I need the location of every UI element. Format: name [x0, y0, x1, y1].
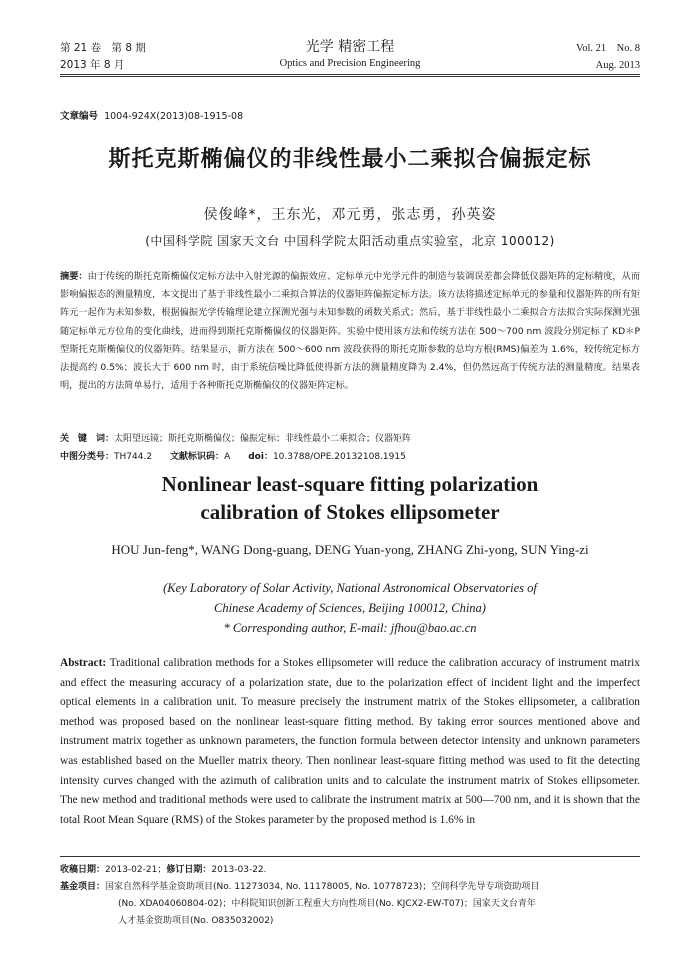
- header-volume-en: [576, 40, 640, 74]
- title-cn: 斯托克斯椭偏仪的非线性最小二乘拟合偏振定标: [108, 147, 592, 172]
- dates-line: [60, 862, 640, 879]
- abstract-cn-text: 由于传统的斯托克斯椭偏仪定标方法中入射光源的偏振效应、定标单元中光学元件的制造与装调误差都会降低仪器矩阵的定标精度，从而影响偏振态的测量精度，本文提出了基于非线性最小二乘拟合算法的仪器矩阵偏振定标方法。该方法将描述定标单元的参量和仪器矩阵的所有矩阵元一起作为未知参数，根据偏振光学传输理论建立探测光强与未知参数的函数关系式；然后，基于非线性最小二乘拟合方法拟合实际探测光强随定标单元方位角的变化曲线，进而得到斯托克斯椭偏仪的仪器矩阵。实验中使用该方法和传统方法在 500～700 nm 波段分别定标了 KD＊P 型斯托克斯椭偏仪的仪器矩阵。结果显示，新方法在 500～600 nm 波段获得的斯托克斯参数的总均方根(RMS)偏差为 1.6%，较传统定标方法提高约 0.5%；波长大于 600 nm 时，由于系统信噪比降低使得新方法的测量精度降为 2.4%，但仍然远高于传统方法的测量精度。结果表明，提出的方法简单易行，适用于各种斯托克斯椭偏仪的仪器矩阵定标。: [60, 271, 641, 392]
- keywords-cn-label: 关 键 词：: [60, 434, 115, 444]
- journal-name-en: Optics and Precision Engineering: [279, 58, 421, 69]
- footnote: [60, 862, 640, 930]
- doi-value: 10.3788/OPE.20132108.1915: [272, 452, 406, 462]
- fund-line: [60, 879, 640, 930]
- article-number: [60, 108, 243, 122]
- keywords-cn-text: 太阳望远镜；斯托克斯椭偏仪；偏振定标；非线性最小二乘拟合；仪器矩阵: [114, 434, 412, 444]
- doi-label: doi：: [248, 452, 273, 462]
- volume-issue-en: Vol. 21 No. 8: [576, 43, 640, 54]
- affiliation-en-line-2: Chinese Academy of Sciences, Beijing 100012, China): [214, 601, 486, 615]
- clc-label: 中图分类号：: [60, 452, 115, 462]
- corresponding-author: * Corresponding author, E-mail: jfhou@bao.ac.cn: [223, 621, 477, 635]
- fund-label: 基金项目：: [60, 882, 106, 892]
- article-number-label: 文章编号: [60, 111, 99, 122]
- article-number-value: 1004-924X(2013)08-1915-08: [104, 111, 244, 122]
- footnote-rule: [60, 856, 640, 857]
- authors-en: HOU Jun-feng*, WANG Dong-guang, DENG Yuan-yong, ZHANG Zhi-yong, SUN Ying-zi: [111, 542, 589, 557]
- volume-issue-cn: 第 21 卷 第 8 期: [60, 42, 146, 54]
- date-en: Aug. 2013: [595, 60, 640, 71]
- journal-name-cn: 光学 精密工程: [305, 39, 395, 55]
- revised-label: 修订日期：: [166, 865, 212, 875]
- header-rule: [60, 74, 640, 77]
- received-label: 收稿日期：: [60, 865, 106, 875]
- title-en: [0, 470, 700, 526]
- fund-text-2: (No. XDA04060804-02)；中科院知识创新工程重大方向性项目(No. KJCX2-EW-T07)；国家天文台青年: [118, 899, 536, 909]
- authors-cn: 侯俊峰*，王东光，邓元勇，张志勇，孙英姿: [203, 207, 497, 223]
- affiliation-cn: (中国科学院 国家天文台 中国科学院太阳活动重点实验室，北京 100012): [145, 234, 555, 248]
- abstract-en-text: Traditional calibration methods for a Stokes ellipsometer will reduce the calibration accuracy of instrument matrix and effect the measuring accuracy of a polarization state, due to the polarization effect of incident light and the imperfect optical elements in a calibration unit. To measure precisely the instrument matrix of the Stokes ellipsometer, a calibration method was proposed based on the nonlinear least-square fitting method. By taking error sources mentioned above and instrument matrix together as unknown parameters, the function formula between detector intensity and unknown parameters was established based on the Mueller matrix theory. Then nonlinear least-square fitting method was used to fit the detecting intensity curves changed with the azimuth of calibration units and to calculate the instrument matrix of Stokes ellipsometer. The new method and traditional methods were used to calibrate the instrument matrix at 500—700 nm, and it is shown that the total Root Mean Square (RMS) of the Stokes parameter by the proposed method is 1.6% in: [60, 657, 640, 826]
- abstract-cn-label: 摘要：: [60, 271, 88, 282]
- date-cn: 2013 年 8 月: [60, 59, 125, 71]
- received-date: 2013-02-21；: [105, 865, 167, 875]
- revised-date: 2013-03-22.: [211, 865, 267, 875]
- title-en-line-2: calibration of Stokes ellipsometer: [200, 500, 500, 524]
- title-en-line-1: Nonlinear least-square fitting polarization: [161, 472, 539, 496]
- doc-code-value: A: [224, 452, 231, 462]
- classification: [60, 450, 640, 464]
- fund-text-3: 人才基金资助项目(No. O835032002): [118, 916, 274, 926]
- abstract-en: [60, 654, 640, 830]
- keywords-cn: [60, 432, 640, 446]
- abstract-cn: [60, 268, 640, 395]
- abstract-en-label: Abstract:: [60, 657, 107, 669]
- doc-code-label: 文献标识码：: [170, 452, 225, 462]
- fund-text-1: 国家自然科学基金资助项目(No. 11273034, No. 11178005, No. 10778723)；空间科学先导专项资助项目: [105, 882, 540, 892]
- affiliation-en: [0, 578, 700, 638]
- clc-value: TH744.2: [114, 452, 153, 462]
- affiliation-en-line-1: (Key Laboratory of Solar Activity, National Astronomical Observatories of: [163, 581, 537, 595]
